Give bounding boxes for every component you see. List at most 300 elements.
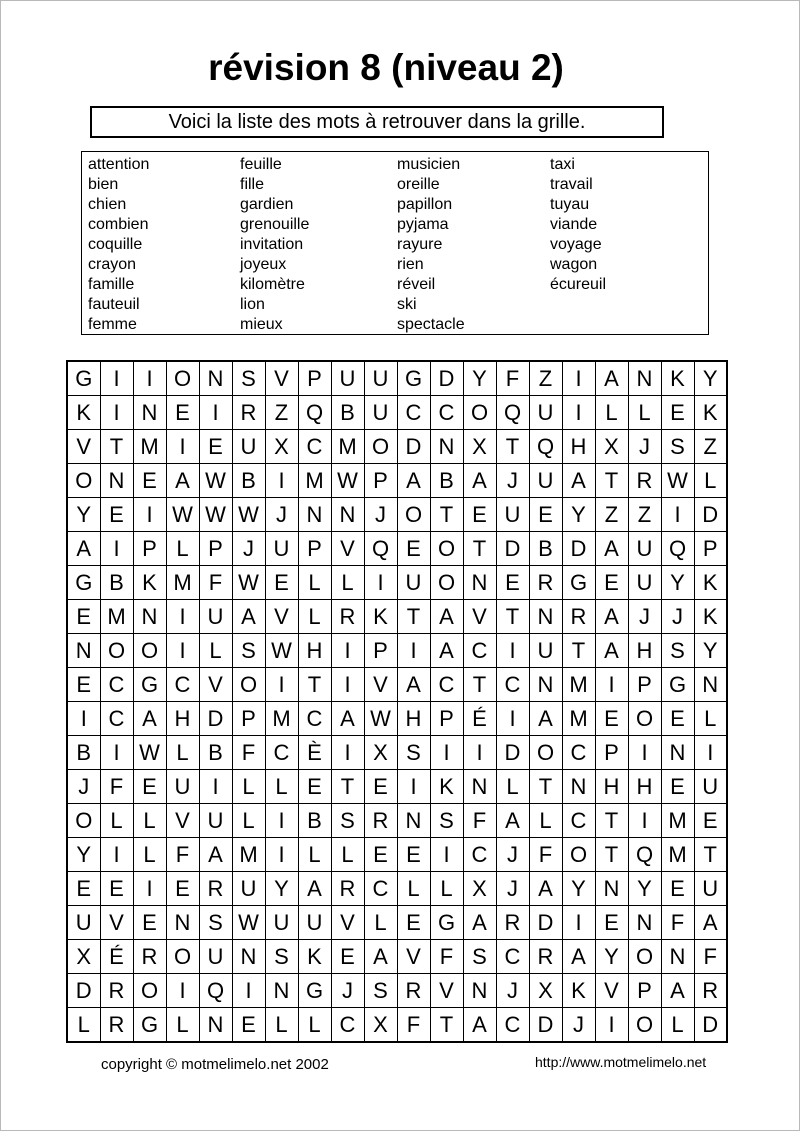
grid-cell: O — [529, 736, 562, 770]
grid-row — [67, 804, 727, 838]
grid-cell: E — [364, 838, 397, 872]
grid-cell: D — [496, 532, 529, 566]
grid-cell: V — [331, 906, 364, 940]
word-item: wagon — [550, 256, 598, 273]
grid-cell: I — [694, 736, 727, 770]
grid-cell: U — [529, 464, 562, 498]
grid-cell: L — [397, 872, 430, 906]
grid-cell: H — [628, 634, 661, 668]
grid-cell: E — [100, 498, 133, 532]
word-item: voyage — [550, 236, 602, 253]
grid-cell: I — [595, 1008, 628, 1043]
grid-cell: D — [496, 736, 529, 770]
grid-cell: G — [562, 566, 595, 600]
grid-cell: I — [463, 736, 496, 770]
grid-cell: Y — [67, 498, 100, 532]
word-item: tuyau — [550, 196, 590, 213]
grid-cell: I — [364, 566, 397, 600]
word-item: spectacle — [397, 316, 465, 333]
grid-cell: T — [595, 804, 628, 838]
grid-cell: R — [529, 940, 562, 974]
grid-cell: Z — [694, 430, 727, 464]
grid-cell: Y — [67, 838, 100, 872]
grid-cell: E — [397, 532, 430, 566]
grid-cell: K — [364, 600, 397, 634]
grid-cell: N — [628, 906, 661, 940]
grid-cell: R — [397, 974, 430, 1008]
grid-cell: L — [595, 396, 628, 430]
grid-cell: J — [562, 1008, 595, 1043]
grid-cell: T — [430, 1008, 463, 1043]
grid-cell: Y — [694, 634, 727, 668]
grid-cell: D — [694, 498, 727, 532]
grid-cell: A — [397, 668, 430, 702]
grid-cell: I — [133, 498, 166, 532]
grid-cell: L — [166, 532, 199, 566]
grid-cell: I — [100, 736, 133, 770]
grid-cell: P — [298, 361, 331, 396]
grid-cell: S — [661, 634, 694, 668]
word-list-box — [81, 151, 709, 335]
grid-cell: U — [364, 396, 397, 430]
grid-cell: G — [430, 906, 463, 940]
grid-cell: I — [166, 634, 199, 668]
word-item: femme — [88, 316, 137, 333]
grid-cell: N — [397, 804, 430, 838]
grid-cell: A — [331, 702, 364, 736]
grid-cell: B — [199, 736, 232, 770]
grid-cell: N — [199, 1008, 232, 1043]
grid-cell: F — [463, 804, 496, 838]
word-item: attention — [88, 156, 150, 173]
grid-cell: L — [265, 1008, 298, 1043]
grid-cell: A — [661, 974, 694, 1008]
grid-cell: G — [67, 361, 100, 396]
grid-cell: A — [463, 1008, 496, 1043]
grid-cell: E — [166, 396, 199, 430]
grid-cell: I — [100, 532, 133, 566]
grid-cell: I — [100, 361, 133, 396]
grid-cell: P — [298, 532, 331, 566]
grid-cell: L — [694, 464, 727, 498]
grid-cell: C — [562, 736, 595, 770]
grid-cell: C — [496, 940, 529, 974]
grid-cell: B — [529, 532, 562, 566]
letter-grid — [66, 360, 728, 1043]
grid-cell: E — [232, 1008, 265, 1043]
grid-cell: E — [661, 872, 694, 906]
grid-cell: A — [529, 702, 562, 736]
grid-cell: C — [265, 736, 298, 770]
grid-cell: L — [298, 838, 331, 872]
grid-row — [67, 940, 727, 974]
grid-cell: S — [463, 940, 496, 974]
grid-cell: V — [265, 600, 298, 634]
grid-cell: E — [331, 940, 364, 974]
grid-cell: É — [100, 940, 133, 974]
grid-cell: X — [364, 1008, 397, 1043]
grid-cell: L — [331, 566, 364, 600]
grid-cell: T — [100, 430, 133, 464]
grid-cell: M — [232, 838, 265, 872]
grid-row — [67, 906, 727, 940]
word-item: rayure — [397, 236, 443, 253]
grid-cell: J — [265, 498, 298, 532]
grid-cell: Q — [199, 974, 232, 1008]
grid-cell: N — [463, 974, 496, 1008]
grid-cell: J — [496, 872, 529, 906]
word-item: musicien — [397, 156, 461, 173]
grid-cell: E — [364, 770, 397, 804]
grid-cell: L — [694, 702, 727, 736]
grid-cell: U — [694, 770, 727, 804]
grid-cell: E — [100, 872, 133, 906]
grid-cell: D — [529, 906, 562, 940]
grid-cell: M — [661, 838, 694, 872]
grid-cell: I — [265, 804, 298, 838]
grid-cell: E — [67, 668, 100, 702]
grid-cell: E — [397, 838, 430, 872]
grid-cell: T — [463, 668, 496, 702]
grid-cell: L — [166, 736, 199, 770]
grid-cell: H — [628, 770, 661, 804]
grid-cell: Z — [265, 396, 298, 430]
grid-cell: I — [133, 872, 166, 906]
grid-cell: M — [166, 566, 199, 600]
grid-cell: A — [397, 464, 430, 498]
grid-cell: N — [199, 361, 232, 396]
grid-cell: N — [595, 872, 628, 906]
word-item: kilomètre — [240, 276, 305, 293]
grid-cell: P — [232, 702, 265, 736]
grid-cell: X — [67, 940, 100, 974]
grid-cell: O — [364, 430, 397, 464]
grid-cell: R — [694, 974, 727, 1008]
grid-cell: T — [430, 498, 463, 532]
grid-cell: V — [397, 940, 430, 974]
grid-cell: K — [133, 566, 166, 600]
grid-cell: A — [562, 464, 595, 498]
grid-cell: C — [166, 668, 199, 702]
grid-cell: V — [100, 906, 133, 940]
grid-cell: I — [166, 600, 199, 634]
grid-cell: A — [496, 804, 529, 838]
grid-cell: A — [595, 634, 628, 668]
grid-cell: A — [430, 600, 463, 634]
grid-cell: G — [397, 361, 430, 396]
grid-cell: E — [595, 906, 628, 940]
instructions-text: Voici la liste des mots à retrouver dans la grille. — [168, 110, 586, 133]
grid-cell: W — [199, 498, 232, 532]
grid-cell: L — [628, 396, 661, 430]
grid-cell: D — [430, 361, 463, 396]
grid-cell: N — [67, 634, 100, 668]
grid-cell: A — [232, 600, 265, 634]
grid-cell: U — [166, 770, 199, 804]
grid-row — [67, 498, 727, 532]
grid-cell: J — [628, 430, 661, 464]
grid-cell: C — [298, 430, 331, 464]
grid-cell: N — [694, 668, 727, 702]
grid-cell: W — [133, 736, 166, 770]
grid-cell: U — [232, 430, 265, 464]
grid-cell: R — [100, 1008, 133, 1043]
grid-cell: U — [232, 872, 265, 906]
grid-cell: P — [628, 668, 661, 702]
grid-cell: R — [133, 940, 166, 974]
grid-cell: U — [397, 566, 430, 600]
grid-cell: E — [133, 906, 166, 940]
grid-cell: Y — [694, 361, 727, 396]
grid-cell: T — [463, 532, 496, 566]
grid-cell: L — [100, 804, 133, 838]
grid-cell: I — [430, 838, 463, 872]
grid-cell: O — [628, 702, 661, 736]
grid-cell: A — [595, 600, 628, 634]
grid-cell: U — [694, 872, 727, 906]
grid-row — [67, 770, 727, 804]
grid-cell: C — [364, 872, 397, 906]
grid-cell: E — [67, 600, 100, 634]
grid-cell: P — [364, 634, 397, 668]
grid-cell: A — [463, 906, 496, 940]
word-item: taxi — [550, 156, 575, 173]
grid-cell: W — [661, 464, 694, 498]
grid-cell: H — [595, 770, 628, 804]
grid-cell: I — [628, 804, 661, 838]
grid-cell: J — [364, 498, 397, 532]
grid-cell: B — [298, 804, 331, 838]
grid-cell: E — [463, 498, 496, 532]
word-item: bien — [88, 176, 119, 193]
grid-cell: E — [133, 464, 166, 498]
grid-cell: D — [529, 1008, 562, 1043]
grid-cell: F — [100, 770, 133, 804]
word-item: réveil — [397, 276, 436, 293]
grid-row — [67, 361, 727, 396]
grid-cell: H — [397, 702, 430, 736]
grid-cell: U — [628, 566, 661, 600]
word-item: fauteuil — [88, 296, 140, 313]
grid-cell: U — [331, 361, 364, 396]
grid-cell: G — [661, 668, 694, 702]
grid-cell: U — [199, 600, 232, 634]
grid-row — [67, 464, 727, 498]
grid-row — [67, 736, 727, 770]
grid-cell: R — [331, 600, 364, 634]
grid-cell: E — [397, 906, 430, 940]
grid-cell: I — [331, 634, 364, 668]
grid-cell: S — [199, 906, 232, 940]
grid-cell: J — [232, 532, 265, 566]
word-item: pyjama — [397, 216, 449, 233]
grid-cell: G — [133, 668, 166, 702]
grid-cell: F — [430, 940, 463, 974]
grid-cell: C — [562, 804, 595, 838]
grid-cell: B — [232, 464, 265, 498]
grid-cell: C — [463, 634, 496, 668]
word-list-column — [397, 155, 465, 335]
grid-cell: R — [529, 566, 562, 600]
grid-cell: N — [463, 770, 496, 804]
grid-cell: Y — [661, 566, 694, 600]
grid-cell: T — [562, 634, 595, 668]
word-item: papillon — [397, 196, 453, 213]
grid-cell: V — [166, 804, 199, 838]
grid-cell: E — [166, 872, 199, 906]
grid-cell: M — [661, 804, 694, 838]
grid-cell: V — [199, 668, 232, 702]
grid-cell: L — [661, 1008, 694, 1043]
grid-cell: E — [661, 396, 694, 430]
grid-cell: Q — [661, 532, 694, 566]
grid-cell: F — [232, 736, 265, 770]
grid-cell: B — [100, 566, 133, 600]
grid-cell: L — [166, 1008, 199, 1043]
grid-cell: Y — [595, 940, 628, 974]
instructions-box — [90, 106, 664, 138]
grid-cell: J — [496, 838, 529, 872]
grid-cell: C — [496, 1008, 529, 1043]
grid-cell: U — [529, 634, 562, 668]
grid-cell: I — [232, 974, 265, 1008]
grid-cell: D — [694, 1008, 727, 1043]
word-list-column — [240, 155, 309, 335]
grid-cell: I — [661, 498, 694, 532]
grid-cell: E — [694, 804, 727, 838]
grid-cell: M — [133, 430, 166, 464]
grid-cell: K — [694, 600, 727, 634]
grid-cell: L — [496, 770, 529, 804]
grid-cell: Q — [496, 396, 529, 430]
grid-cell: L — [232, 804, 265, 838]
grid-cell: U — [496, 498, 529, 532]
grid-cell: P — [364, 464, 397, 498]
grid-cell: I — [100, 396, 133, 430]
grid-cell: N — [661, 940, 694, 974]
grid-cell: C — [496, 668, 529, 702]
grid-cell: N — [100, 464, 133, 498]
word-list-column — [88, 155, 149, 335]
grid-cell: I — [166, 974, 199, 1008]
grid-cell: K — [67, 396, 100, 430]
word-item: famille — [88, 276, 135, 293]
grid-cell: P — [430, 702, 463, 736]
word-item: écureuil — [550, 276, 607, 293]
grid-cell: C — [100, 668, 133, 702]
copyright-text: copyright © motmelimelo.net 2002 — [101, 1056, 329, 1073]
grid-cell: M — [331, 430, 364, 464]
grid-cell: L — [298, 566, 331, 600]
grid-cell: I — [67, 702, 100, 736]
grid-cell: O — [133, 974, 166, 1008]
grid-cell: F — [496, 361, 529, 396]
grid-cell: É — [463, 702, 496, 736]
grid-cell: T — [496, 430, 529, 464]
grid-cell: T — [298, 668, 331, 702]
grid-cell: G — [67, 566, 100, 600]
grid-cell: K — [661, 361, 694, 396]
grid-cell: R — [331, 872, 364, 906]
grid-cell: V — [595, 974, 628, 1008]
grid-cell: N — [133, 600, 166, 634]
grid-cell: Z — [595, 498, 628, 532]
grid-cell: A — [67, 532, 100, 566]
grid-cell: I — [397, 634, 430, 668]
grid-cell: O — [562, 838, 595, 872]
grid-cell: S — [430, 804, 463, 838]
grid-row — [67, 430, 727, 464]
word-item: invitation — [240, 236, 304, 253]
grid-cell: T — [595, 464, 628, 498]
grid-cell: È — [298, 736, 331, 770]
grid-cell: A — [364, 940, 397, 974]
grid-cell: E — [595, 566, 628, 600]
grid-cell: A — [166, 464, 199, 498]
grid-cell: E — [496, 566, 529, 600]
word-item: feuille — [240, 156, 282, 173]
grid-cell: A — [199, 838, 232, 872]
grid-cell: R — [100, 974, 133, 1008]
grid-cell: V — [265, 361, 298, 396]
grid-cell: I — [133, 361, 166, 396]
grid-cell: S — [364, 974, 397, 1008]
grid-cell: E — [133, 770, 166, 804]
grid-cell: R — [562, 600, 595, 634]
grid-cell: N — [133, 396, 166, 430]
word-item: oreille — [397, 176, 440, 193]
grid-cell: M — [298, 464, 331, 498]
grid-cell: L — [430, 872, 463, 906]
grid-cell: E — [661, 770, 694, 804]
grid-cell: M — [562, 668, 595, 702]
website-url: http://www.motmelimelo.net — [535, 1054, 707, 1070]
grid-cell: X — [529, 974, 562, 1008]
grid-cell: I — [265, 464, 298, 498]
grid-cell: M — [562, 702, 595, 736]
grid-cell: M — [100, 600, 133, 634]
grid-cell: I — [199, 770, 232, 804]
grid-cell: C — [298, 702, 331, 736]
grid-cell: E — [67, 872, 100, 906]
grid-cell: S — [331, 804, 364, 838]
grid-cell: J — [661, 600, 694, 634]
grid-cell: I — [595, 668, 628, 702]
grid-cell: L — [232, 770, 265, 804]
grid-cell: P — [628, 974, 661, 1008]
grid-cell: R — [199, 872, 232, 906]
grid-cell: S — [661, 430, 694, 464]
grid-cell: X — [265, 430, 298, 464]
grid-cell: W — [265, 634, 298, 668]
grid-cell: E — [595, 702, 628, 736]
grid-row — [67, 838, 727, 872]
grid-cell: O — [166, 940, 199, 974]
grid-cell: L — [133, 838, 166, 872]
grid-cell: R — [496, 906, 529, 940]
grid-cell: N — [628, 361, 661, 396]
grid-cell: U — [265, 906, 298, 940]
grid-cell: C — [100, 702, 133, 736]
grid-cell: K — [694, 396, 727, 430]
grid-cell: Y — [463, 361, 496, 396]
grid-cell: I — [496, 702, 529, 736]
grid-cell: O — [430, 532, 463, 566]
grid-cell: K — [694, 566, 727, 600]
grid-cell: W — [331, 464, 364, 498]
grid-cell: S — [232, 634, 265, 668]
grid-cell: V — [430, 974, 463, 1008]
